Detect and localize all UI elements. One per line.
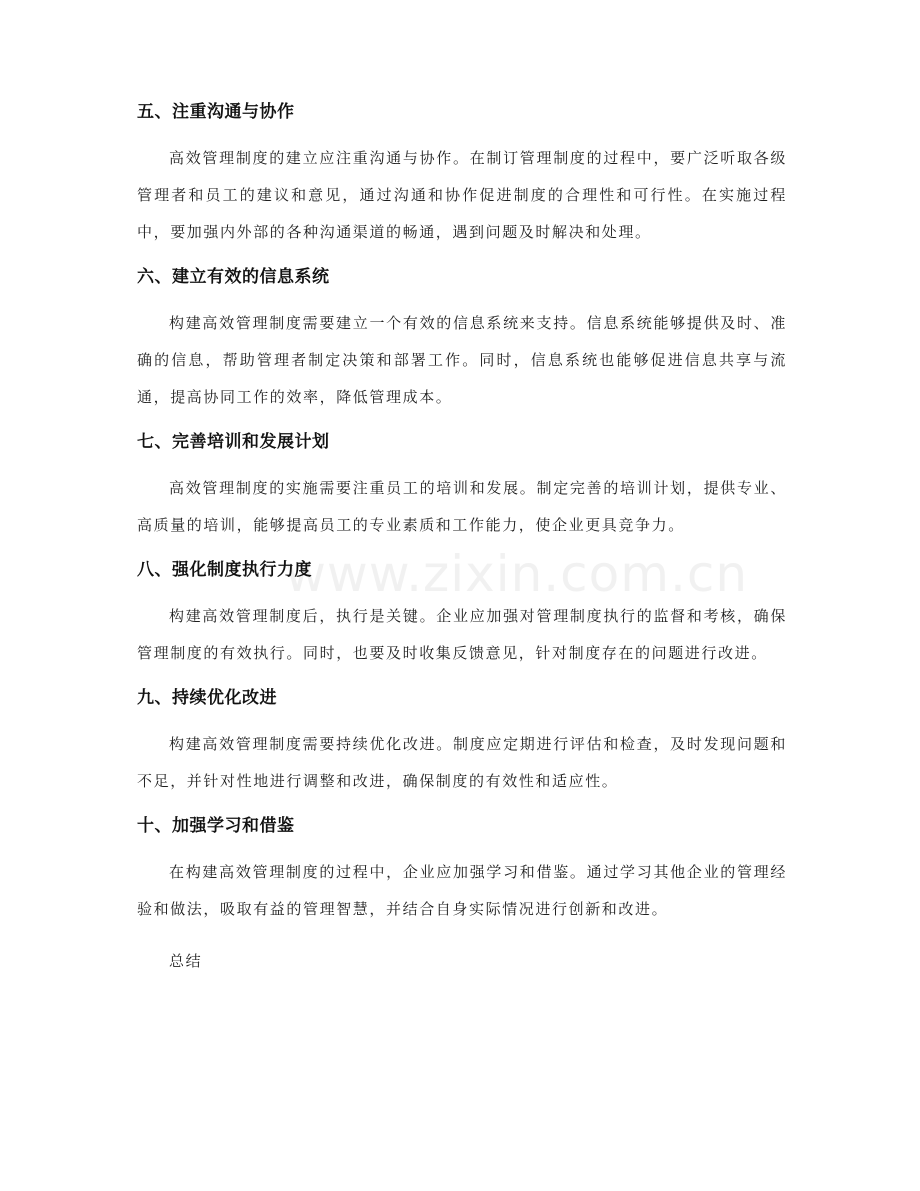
section-heading: 九、持续优化改进 bbox=[137, 688, 277, 708]
summary-label: 总结 bbox=[169, 952, 203, 970]
section-heading: 十、加强学习和借鉴 bbox=[137, 816, 295, 836]
section-10 bbox=[137, 814, 787, 928]
section-6 bbox=[137, 265, 787, 416]
section-5 bbox=[137, 100, 787, 251]
section-9 bbox=[137, 686, 787, 800]
section-paragraph: 高效管理制度的实施需要注重员工的培训和发展。制定完善的培训计划，提供专业、高质量的培训，能够提高员工的专业素质和工作能力，使企业更具竞争力。 bbox=[137, 479, 787, 534]
section-paragraph: 构建高效管理制度需要持续优化改进。制度应定期进行评估和检查，及时发现问题和不足，并针对性地进行调整和改进，确保制度的有效性和适应性。 bbox=[137, 735, 787, 790]
section-paragraph: 高效管理制度的建立应注重沟通与协作。在制订管理制度的过程中，要广泛听取各级管理者和员工的建议和意见，通过沟通和协作促进制度的合理性和可行性。在实施过程中，要加强内外部的各种沟通渠道的畅通，遇到问题及时解决和处理。 bbox=[137, 149, 787, 241]
section-heading: 六、建立有效的信息系统 bbox=[137, 267, 330, 287]
section-heading: 七、完善培训和发展计划 bbox=[137, 432, 330, 452]
section-paragraph: 构建高效管理制度后，执行是关键。企业应加强对管理制度执行的监督和考核，确保管理制度的有效执行。同时，也要及时收集反馈意见，针对制度存在的问题进行改进。 bbox=[137, 607, 787, 662]
section-paragraph: 在构建高效管理制度的过程中，企业应加强学习和借鉴。通过学习其他企业的管理经验和做法，吸取有益的管理智慧，并结合自身实际情况进行创新和改进。 bbox=[137, 863, 787, 918]
section-heading: 五、注重沟通与协作 bbox=[137, 102, 295, 122]
section-8 bbox=[137, 558, 787, 672]
section-7 bbox=[137, 430, 787, 544]
section-paragraph: 构建高效管理制度需要建立一个有效的信息系统来支持。信息系统能够提供及时、准确的信息，帮助管理者制定决策和部署工作。同时，信息系统也能够促进信息共享与流通，提高协同工作的效率，降低管理成本。 bbox=[137, 314, 787, 406]
section-heading: 八、强化制度执行力度 bbox=[137, 560, 312, 580]
watermark: www.zixin.com.cn bbox=[285, 545, 749, 603]
document-content bbox=[137, 100, 787, 976]
